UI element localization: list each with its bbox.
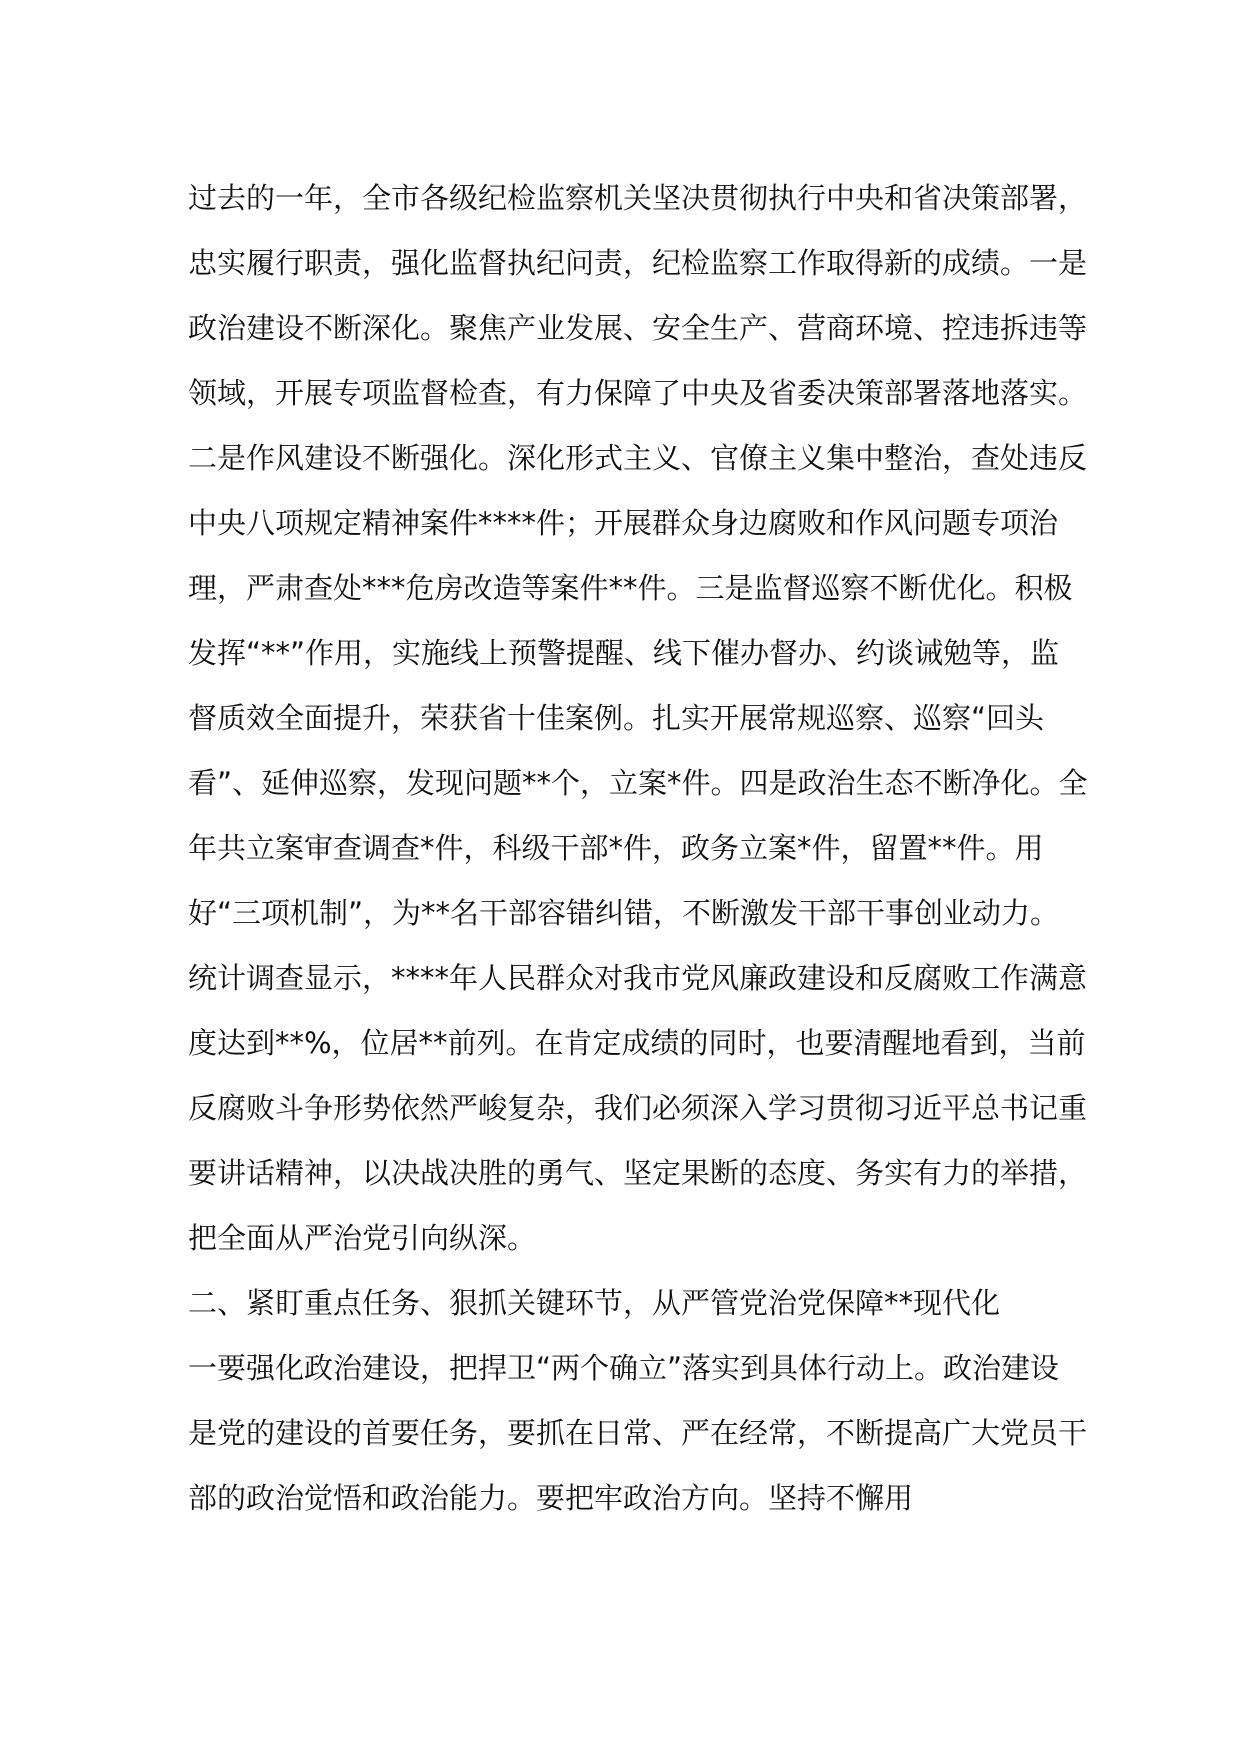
body-paragraph-summary: 过去的一年，全市各级纪检监察机关坚决贯彻执行中央和省决策部署，忠实履行职责，强化监督执纪问责，纪检监察工作取得新的成绩。一是政治建设不断深化。聚焦产业发展、安全生产、营商环境、控违拆违等领域，开展专项监督检查，有力保障了中央及省委决策部署落地落实。二是作风建设不断强化。深化形式主义、官僚主义集中整治，查处违反中央八项规定精神案件****件；开展群众身边腐败和作风问题专项治理，严肃查处***危房改造等案件**件。三是监督巡察不断优化。积极发挥“**”作用，实施线上预警提醒、线下催办督办、约谈诫勉等，监督质效全面提升，荣获省十佳案例。扎实开展常规巡察、巡察“回头看”、延伸巡察，发现问题**个，立案*件。四是政治生态不断净化。全年共立案审查调查*件，科级干部*件，政务立案*件，留置**件。用好“三项机制”，为**名干部容错纠错，不断激发干部干事创业动力。统计调查显示，****年人民群众对我市党风廉政建设和反腐败工作满意度达到**%，位居**前列。在肯定成绩的同时，也要清醒地看到，当前反腐败斗争形势依然严峻复杂，我们必须深入学习贯彻习近平总书记重要讲话精神，以决战决胜的勇气、坚定果断的态度、务实有力的举措，把全面从严治党引向纵深。 <box>188 181 1088 1255</box>
body-paragraph-political-building: 一要强化政治建设，把捍卫“两个确立”落实到具体行动上。政治建设是党的建设的首要任务，要抓在日常、严在经常，不断提高广大党员干部的政治觉悟和政治能力。要把牢政治方向。坚持不懈用 <box>188 1351 1088 1515</box>
document-body <box>188 166 1088 1531</box>
section-heading-2: 二、紧盯重点任务、狠抓关键环节，从严管党治党保障**现代化 <box>188 1286 1001 1320</box>
